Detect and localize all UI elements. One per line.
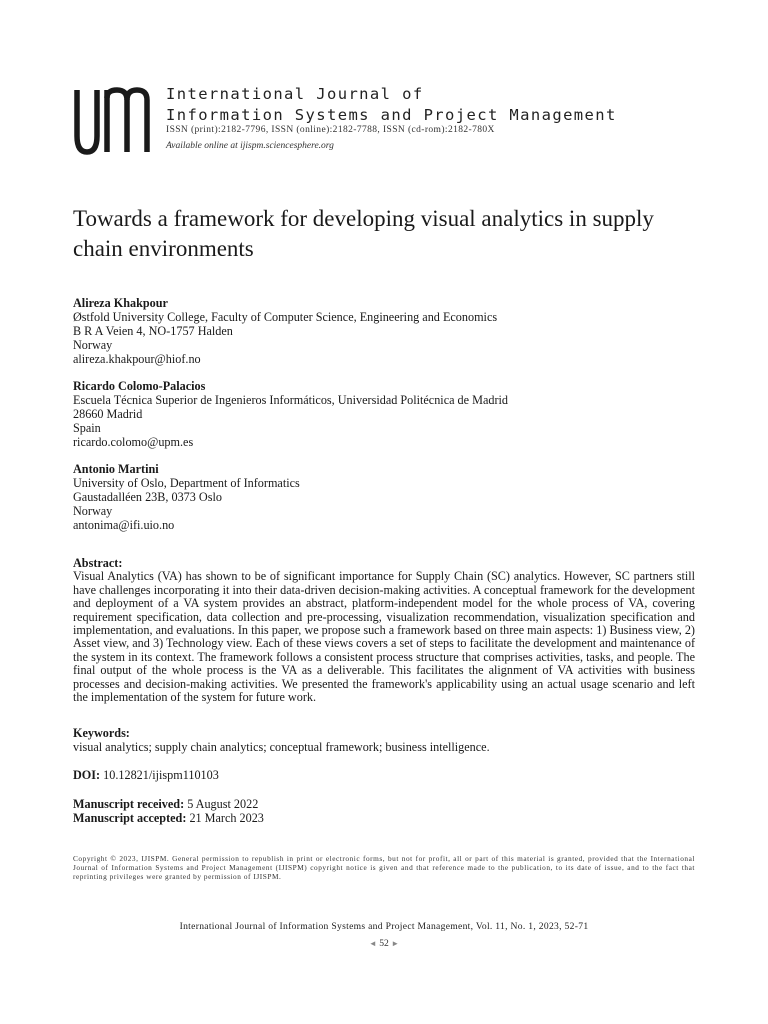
received-value: 5 August 2022 — [187, 797, 259, 811]
author-affiliation: Østfold University College, Faculty of Computer Science, Engineering and Economics — [73, 310, 498, 324]
abstract-section — [73, 557, 695, 704]
journal-name-line-2: Information Systems and Project Management — [166, 106, 617, 124]
author-block — [73, 379, 693, 449]
accepted-line — [73, 811, 264, 825]
doi-value[interactable]: 10.12821/ijispm110103 — [103, 768, 219, 782]
journal-logo-icon — [72, 86, 158, 158]
manuscript-dates — [73, 797, 264, 825]
received-label: Manuscript received: — [73, 797, 185, 811]
prev-page-arrow-icon[interactable]: ◄ — [368, 939, 377, 948]
author-list — [73, 296, 693, 545]
keywords-text: visual analytics; supply chain analytics; conceptual framework; business intelligence. — [73, 740, 490, 754]
keywords-heading: Keywords: — [73, 726, 130, 740]
author-name: Alireza Khakpour — [73, 296, 168, 310]
received-line — [73, 797, 264, 811]
accepted-label: Manuscript accepted: — [73, 811, 187, 825]
author-address: B R A Veien 4, NO-1757 Halden — [73, 324, 233, 338]
accepted-value: 21 March 2023 — [189, 811, 264, 825]
author-email[interactable]: ricardo.colomo@upm.es — [73, 435, 194, 449]
journal-name — [166, 84, 617, 126]
doi-line — [73, 768, 219, 783]
available-online-link[interactable]: Available online at ijispm.sciencesphere.org — [166, 141, 334, 151]
author-address: Gaustadalléen 23B, 0373 Oslo — [73, 490, 222, 504]
abstract-text: Visual Analytics (VA) has shown to be of significant importance for Supply Chain (SC) analytics. However, SC partners still have challenges incorporating it into their data-driven decision-making activities. A conceptual framework for the development and deployment of a VA system provides an abstract, platform-independent model for the whole process of VA, covering requirement specification, data collection and pre-processing, visualization recommendation, visualization specification and implementation, and evaluations. In this paper, we propose such a framework based on three main aspects: 1) Business view, 2) Asset view, and 3) Technology view. Each of these views covers a set of steps to facilitate the development and maintenance of the system in its context. The framework follows a consistent process structure that comprises activities, tasks, and people. The final output of the whole process is the VA as a deliverable. This facilitates the alignment of VA activities with business processes and decision-making activities. We presented the framework's applicability using an actual usage scenario and left the implementation of the system for future work. — [73, 569, 695, 705]
author-country: Norway — [73, 338, 113, 352]
page-number: 52 — [379, 938, 389, 949]
author-name: Antonio Martini — [73, 462, 159, 476]
author-country: Spain — [73, 421, 101, 435]
doi-label: DOI: — [73, 768, 101, 782]
journal-name-line-1: International Journal of — [166, 85, 424, 103]
author-country: Norway — [73, 504, 113, 518]
author-email[interactable]: antonima@ifi.uio.no — [73, 518, 175, 532]
abstract-heading: Abstract: — [73, 556, 123, 570]
author-address: 28660 Madrid — [73, 407, 143, 421]
issn-line: ISSN (print):2182-7796, ISSN (online):2182-7788, ISSN (cd-rom):2182-780X — [166, 125, 495, 135]
next-page-arrow-icon[interactable]: ► — [391, 939, 400, 948]
keywords-section — [73, 726, 695, 754]
author-email[interactable]: alireza.khakpour@hiof.no — [73, 352, 201, 366]
page-number-nav — [0, 938, 768, 949]
author-block — [73, 296, 693, 366]
paper-title: Towards a framework for developing visual analytics in supply chain environments — [73, 206, 654, 261]
author-block — [73, 462, 693, 532]
author-affiliation: Escuela Técnica Superior de Ingenieros Informáticos, Universidad Politécnica de Madrid — [73, 393, 508, 407]
copyright-notice: Copyright © 2023, IJISPM. General permission to republish in print or electronic forms, but not for profit, all or part of this material is granted, provided that the International Journal of Information Systems and Project Management (IJISPM) copyright notice is given and that reference made to the publication, to its date of issue, and to the fact that reprinting privileges were granted by permission of IJISPM. — [73, 854, 695, 882]
author-name: Ricardo Colomo-Palacios — [73, 379, 206, 393]
footer-citation: International Journal of Information Systems and Project Management, Vol. 11, No. 1, 2023, 52-71 — [179, 921, 589, 932]
author-affiliation: University of Oslo, Department of Informatics — [73, 476, 300, 490]
